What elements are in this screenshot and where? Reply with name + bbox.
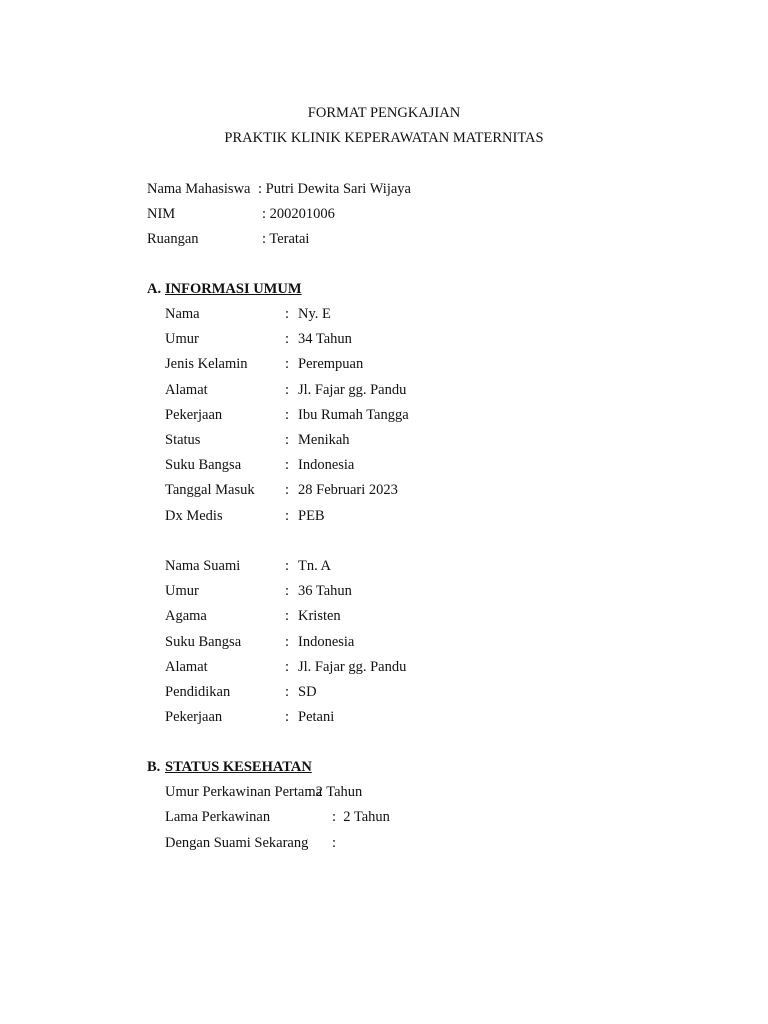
- section-b-heading: STATUS KESEHATAN: [165, 759, 312, 775]
- info-label: Agama: [165, 608, 207, 624]
- info-colon: :: [285, 709, 290, 725]
- document-title: FORMAT PENGKAJIAN: [307, 105, 461, 121]
- info-colon: :: [285, 407, 290, 423]
- info-value: Menikah: [298, 432, 350, 448]
- info-colon: :: [285, 583, 290, 599]
- marriage-duration-label: Lama Perkawinan: [165, 809, 271, 825]
- marriage-duration-value: : 2 Tahun: [332, 809, 390, 825]
- info-colon: :: [285, 659, 290, 675]
- info-label: Pekerjaan: [165, 407, 223, 423]
- info-value: Ny. E: [298, 306, 331, 322]
- student-nim-value: : 200201006: [262, 206, 335, 222]
- info-value: PEB: [298, 508, 325, 524]
- current-husband-value: :: [332, 835, 337, 851]
- info-label: Umur: [165, 583, 199, 599]
- student-name-value: : Putri Dewita Sari Wijaya: [258, 181, 411, 197]
- info-value: 28 Februari 2023: [298, 482, 398, 498]
- marriage-age-label: Umur Perkawinan Pertama: [165, 784, 323, 800]
- info-value: SD: [298, 684, 317, 700]
- info-colon: :: [285, 508, 290, 524]
- info-value: Perempuan: [298, 356, 364, 372]
- info-colon: :: [285, 457, 290, 473]
- info-value: Kristen: [298, 608, 341, 624]
- info-colon: :: [285, 558, 290, 574]
- info-label: Jenis Kelamin: [165, 356, 248, 372]
- info-value: 34 Tahun: [298, 331, 352, 347]
- section-a-letter: A.: [147, 281, 162, 297]
- info-value: Indonesia: [298, 457, 355, 473]
- info-colon: :: [285, 684, 290, 700]
- info-label: Pekerjaan: [165, 709, 223, 725]
- info-label: Status: [165, 432, 201, 448]
- info-label: Suku Bangsa: [165, 457, 242, 473]
- info-value: Petani: [298, 709, 335, 725]
- info-colon: :: [285, 634, 290, 650]
- section-b-letter: B.: [147, 759, 161, 775]
- info-label: Pendidikan: [165, 684, 231, 700]
- info-value: Indonesia: [298, 634, 355, 650]
- info-colon: :: [285, 432, 290, 448]
- student-room-label: Ruangan: [147, 231, 199, 247]
- info-label: Alamat: [165, 659, 208, 675]
- info-label: Alamat: [165, 382, 208, 398]
- info-colon: :: [285, 608, 290, 624]
- info-value: Tn. A: [298, 558, 332, 574]
- info-colon: :: [285, 482, 290, 498]
- info-colon: :: [285, 356, 290, 372]
- student-name-label: Nama Mahasiswa: [147, 181, 251, 197]
- info-label: Dx Medis: [165, 508, 223, 524]
- info-value: Jl. Fajar gg. Pandu: [298, 659, 407, 675]
- student-nim-label: NIM: [147, 206, 176, 222]
- current-husband-label: Dengan Suami Sekarang: [165, 835, 309, 851]
- info-value: 36 Tahun: [298, 583, 352, 599]
- info-colon: :: [285, 331, 290, 347]
- marriage-age-value: : 2 Tahun: [308, 784, 363, 800]
- student-room-value: : Teratai: [262, 231, 310, 247]
- section-a-heading: INFORMASI UMUM: [165, 281, 302, 297]
- info-label: Suku Bangsa: [165, 634, 242, 650]
- info-colon: :: [285, 306, 290, 322]
- info-colon: :: [285, 382, 290, 398]
- info-label: Umur: [165, 331, 199, 347]
- info-label: Tanggal Masuk: [165, 482, 255, 498]
- info-label: Nama: [165, 306, 200, 322]
- document-subtitle: PRAKTIK KLINIK KEPERAWATAN MATERNITAS: [224, 130, 544, 146]
- info-value: Ibu Rumah Tangga: [298, 407, 409, 423]
- info-value: Jl. Fajar gg. Pandu: [298, 382, 407, 398]
- info-label: Nama Suami: [165, 558, 241, 574]
